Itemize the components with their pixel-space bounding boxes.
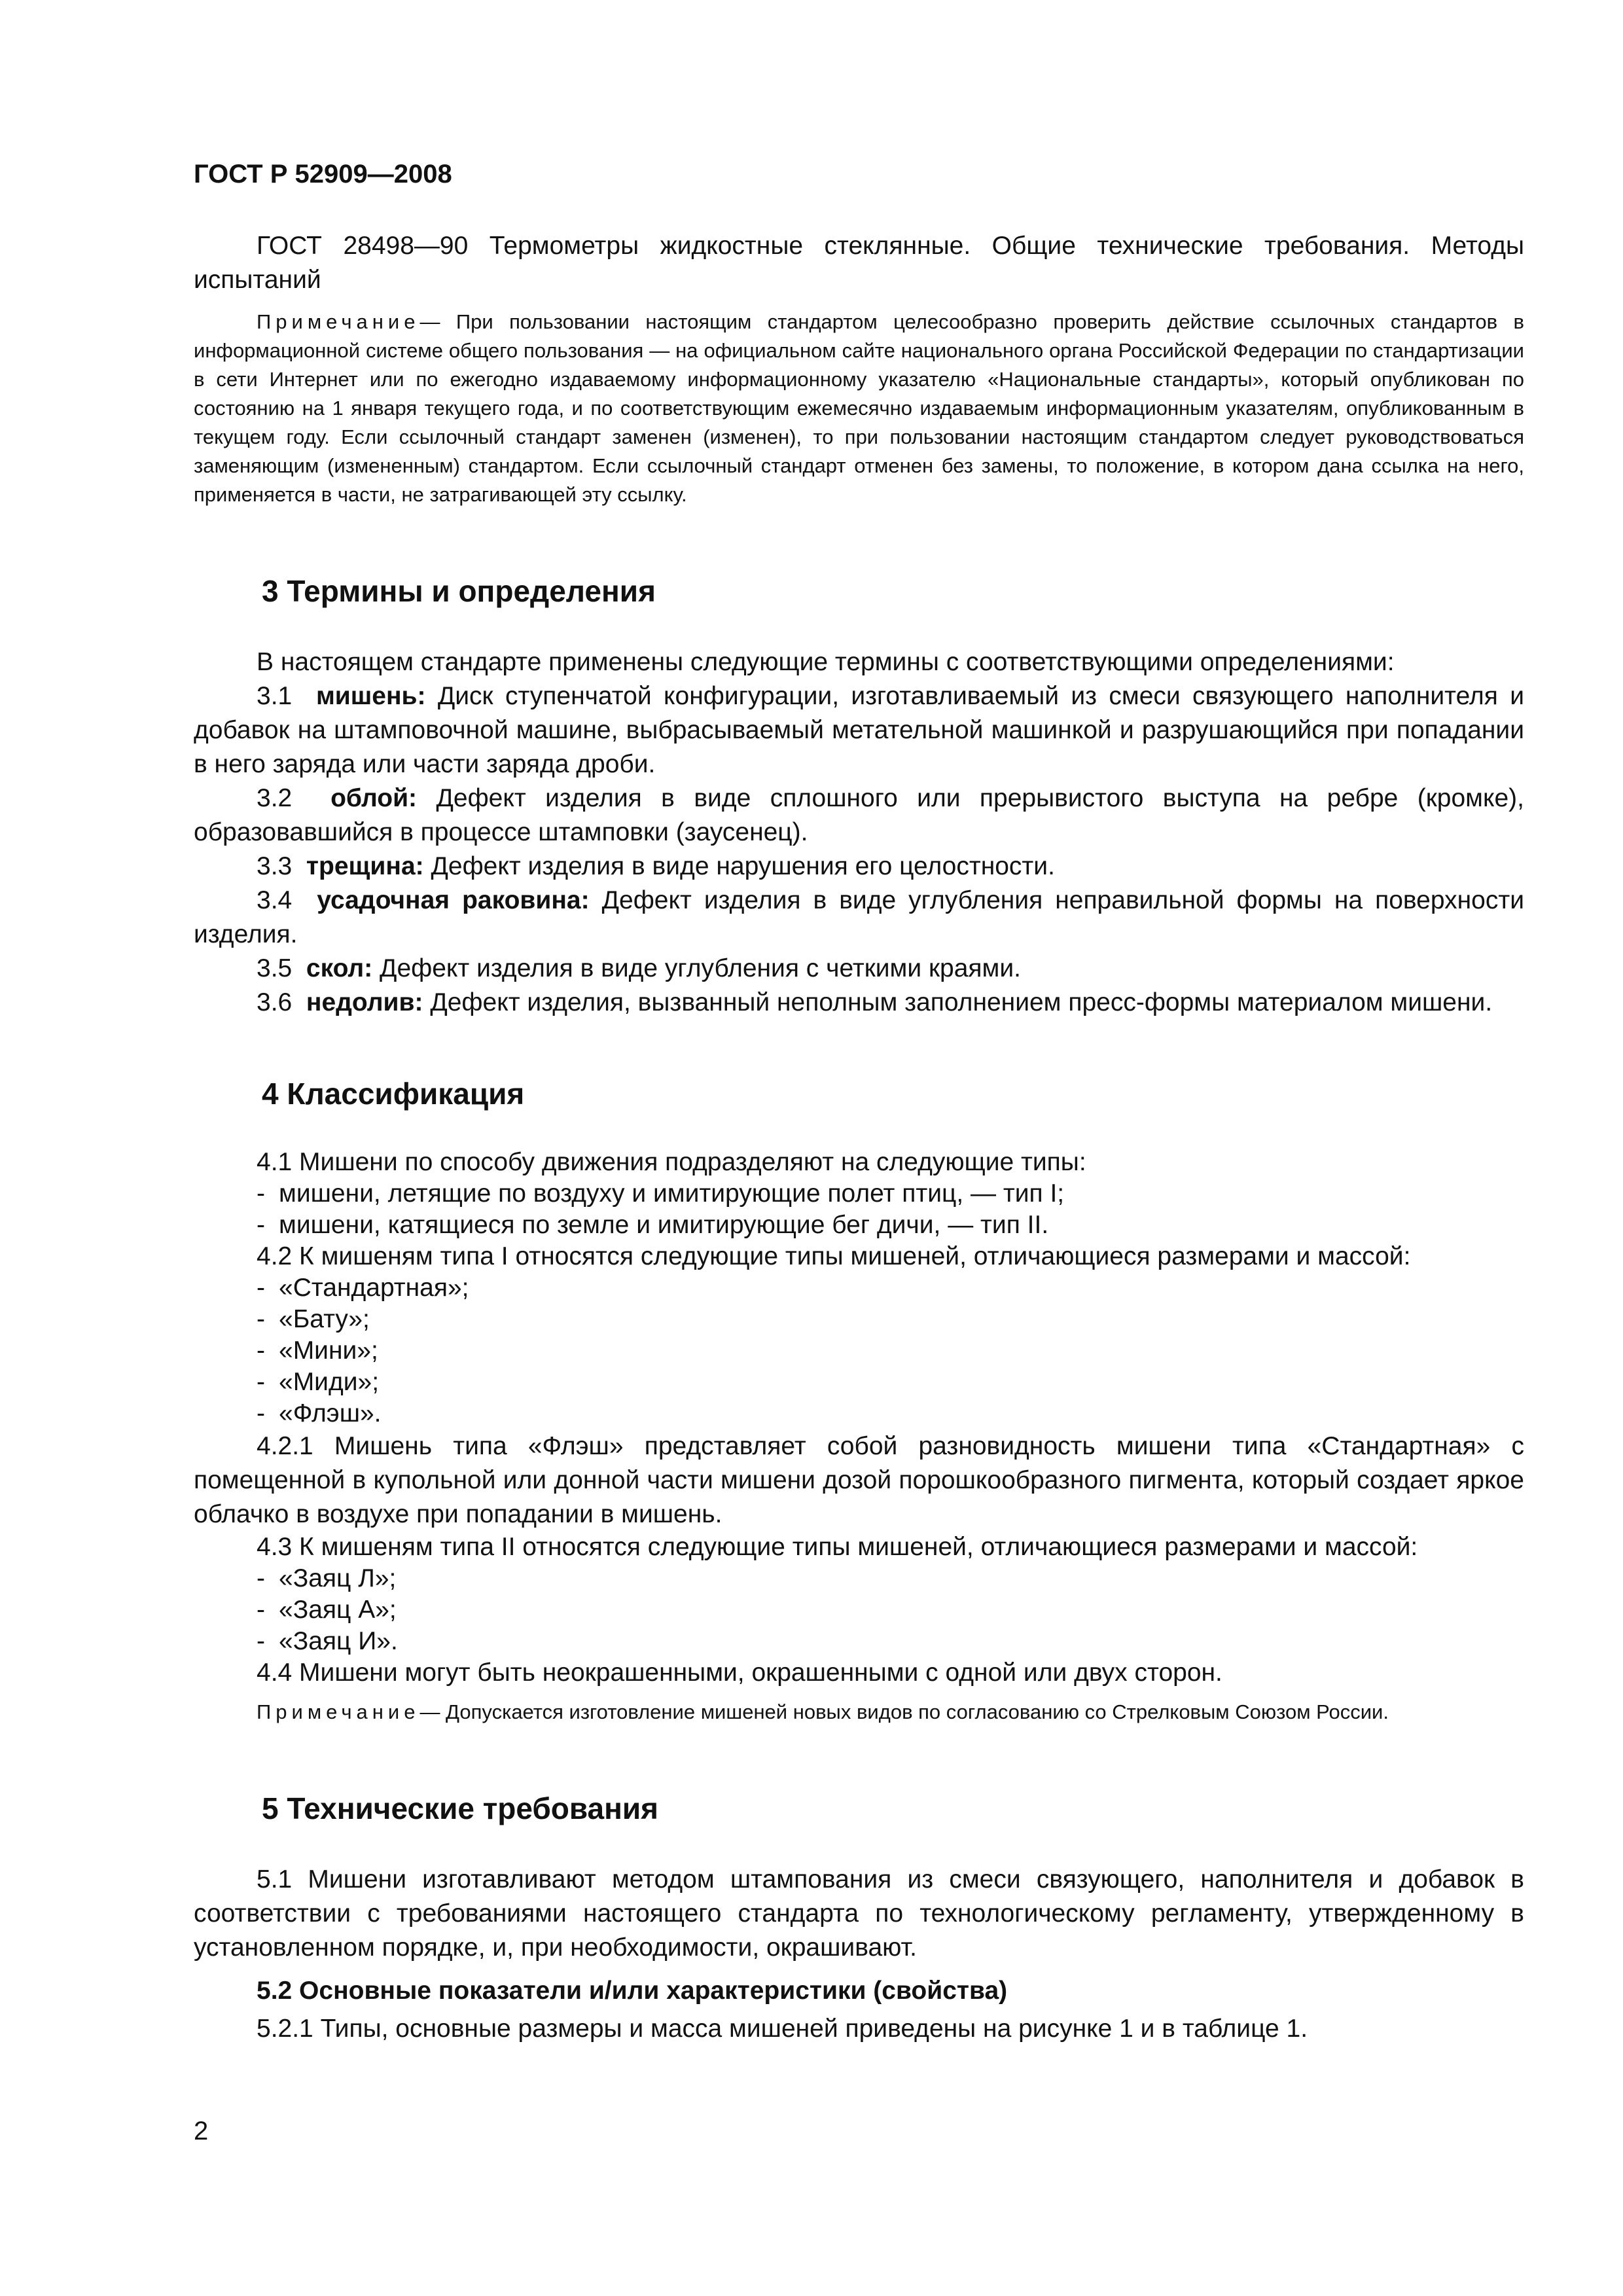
document-code: ГОСТ Р 52909—2008 [194, 160, 452, 188]
term-number: 3.2 [257, 784, 293, 812]
term-number: 3.4 [257, 886, 293, 914]
page-number: 2 [194, 2117, 209, 2145]
term-3-5 [194, 952, 1524, 986]
term-name: мишень: [315, 682, 426, 710]
ref-gost-28498: ГОСТ 28498—90 Термометры жидкостные стеклянные. Общие технические требования. Методы испытаний [194, 232, 1524, 294]
paragraph-4-2-1: 4.2.1 Мишень типа «Флэш» представляет собой разновидность мишени типа «Стандартная» с помещенной в купольной или донной части мишени дозой порошкообразного пигмента, который создает яркое облачко в воздухе при попадании в мишень. [194, 1432, 1524, 1528]
references-note [194, 308, 1524, 509]
list-item: - «Заяц И». [257, 1627, 398, 1655]
term-definition: Дефект изделия в виде нарушения его целостности. [431, 852, 1055, 880]
subsection-5-2-title: 5.2 Основные показатели и/или характеристики (свойства) [257, 1977, 1008, 2005]
section-3-intro: В настоящем стандарте применены следующие термины с соответствующими определениями: [257, 648, 1395, 676]
section-4-body [194, 1147, 1524, 1727]
term-definition: Дефект изделия в виде углубления с четкими краями. [380, 954, 1021, 982]
term-3-3 [194, 850, 1524, 884]
term-number: 3.3 [257, 852, 293, 880]
term-definition: Диск ступенчатой конфигурации, изготавливаемый из смеси связующего наполнителя и добавок на штамповочной машине, выбрасываемый метательной машинкой и разрушающийся при попадании в него заряда или части заряда дроби. [194, 682, 1524, 778]
note-text: — При пользовании настоящим стандартом целесообразно проверить действие ссылочных стандартов в информационной системе общего пользования — на официальном сайте национального органа Российской Федерации по стандартизации в сети Интернет или по ежегодно издаваемому информационному указателю «Национальные стандарты», который опубликован по состоянию на 1 января текущего года, и по соответствующим ежемесячно издаваемым информационным указателям, опубликованным в текущем году. Если ссылочный стандарт заменен (изменен), то при пользовании настоящим стандартом следует руководствоваться заменяющим (измененным) стандартом. Если ссылочный стандарт отменен без замены, то положение, в котором дана ссылка на него, применяется в части, не затрагивающей эту ссылку. [194, 310, 1524, 506]
term-number: 3.5 [257, 954, 293, 982]
section-3 [194, 573, 1524, 609]
list-item: - мишени, летящие по воздуху и имитирующие полет птиц, — тип I; [257, 1179, 1065, 1208]
list-item: - «Мини»; [257, 1336, 378, 1365]
term-definition: Дефект изделия в виде углубления неправильной формы на поверхности изделия. [194, 886, 1524, 948]
section-5-body [194, 1863, 1524, 2046]
paragraph-5-1: 5.1 Мишени изготавливают методом штампования из смеси связующего, наполнителя и добавок в соответствии с требованиями настоящего стандарта по технологическому регламенту, утвержденному в установленном порядке, и, при необходимости, окрашивают. [194, 1865, 1524, 1962]
note-label: Примечание [257, 1700, 420, 1723]
list-item: - «Заяц А»; [257, 1596, 397, 1624]
note-text: — Допускается изготовление мишеней новых видов по согласованию со Стрелковым Союзом России. [419, 1700, 1389, 1723]
term-name: усадочная раковина: [317, 886, 590, 914]
list-item: - «Миди»; [257, 1368, 380, 1396]
term-3-2 [194, 781, 1524, 850]
section-5-title: 5 Технические требования [262, 1791, 658, 1825]
paragraph-4-2: 4.2 К мишеням типа I относятся следующие типы мишеней, отличающиеся размерами и массой: [257, 1242, 1411, 1270]
section-4 [194, 1076, 1524, 1111]
section-3-title: 3 Термины и определения [262, 574, 656, 608]
term-number: 3.6 [257, 988, 293, 1016]
section-4-title: 4 Классификация [262, 1077, 525, 1111]
term-number: 3.1 [257, 682, 293, 710]
list-item: - «Стандартная»; [257, 1274, 469, 1302]
term-3-1 [194, 679, 1524, 781]
term-definition: Дефект изделия, вызванный неполным заполнением пресс-формы материалом мишени. [430, 988, 1493, 1016]
term-3-6 [194, 986, 1524, 1020]
term-name: трещина: [306, 852, 424, 880]
term-definition: Дефект изделия в виде сплошного или прерывистого выступа на ребре (кромке), образовавшийся в процессе штамповки (заусенец). [194, 784, 1525, 846]
classification-note [194, 1698, 1524, 1727]
term-name: облой: [330, 784, 418, 812]
list-item: - «Флэш». [257, 1399, 382, 1427]
section-5 [194, 1791, 1524, 1826]
term-name: недолив: [306, 988, 423, 1016]
term-name: скол: [306, 954, 373, 982]
paragraph-4-3: 4.3 К мишеням типа II относятся следующие типы мишеней, отличающиеся размерами и массой: [257, 1533, 1418, 1561]
list-item: - «Бату»; [257, 1305, 370, 1333]
paragraph-4-1: 4.1 Мишени по способу движения подразделяют на следующие типы: [257, 1148, 1086, 1176]
paragraph-5-2-1: 5.2.1 Типы, основные размеры и масса мишеней приведены на рисунке 1 и в таблице 1. [257, 2015, 1308, 2043]
list-item: - «Заяц Л»; [257, 1564, 397, 1592]
references-block [194, 229, 1524, 509]
list-item: - мишени, катящиеся по земле и имитирующие бег дичи, — тип II. [257, 1211, 1049, 1239]
paragraph-4-4: 4.4 Мишени могут быть неокрашенными, окрашенными с одной или двух сторон. [257, 1659, 1222, 1687]
term-3-4 [194, 884, 1524, 952]
section-3-body [194, 645, 1524, 1020]
note-label: Примечание [257, 310, 420, 333]
